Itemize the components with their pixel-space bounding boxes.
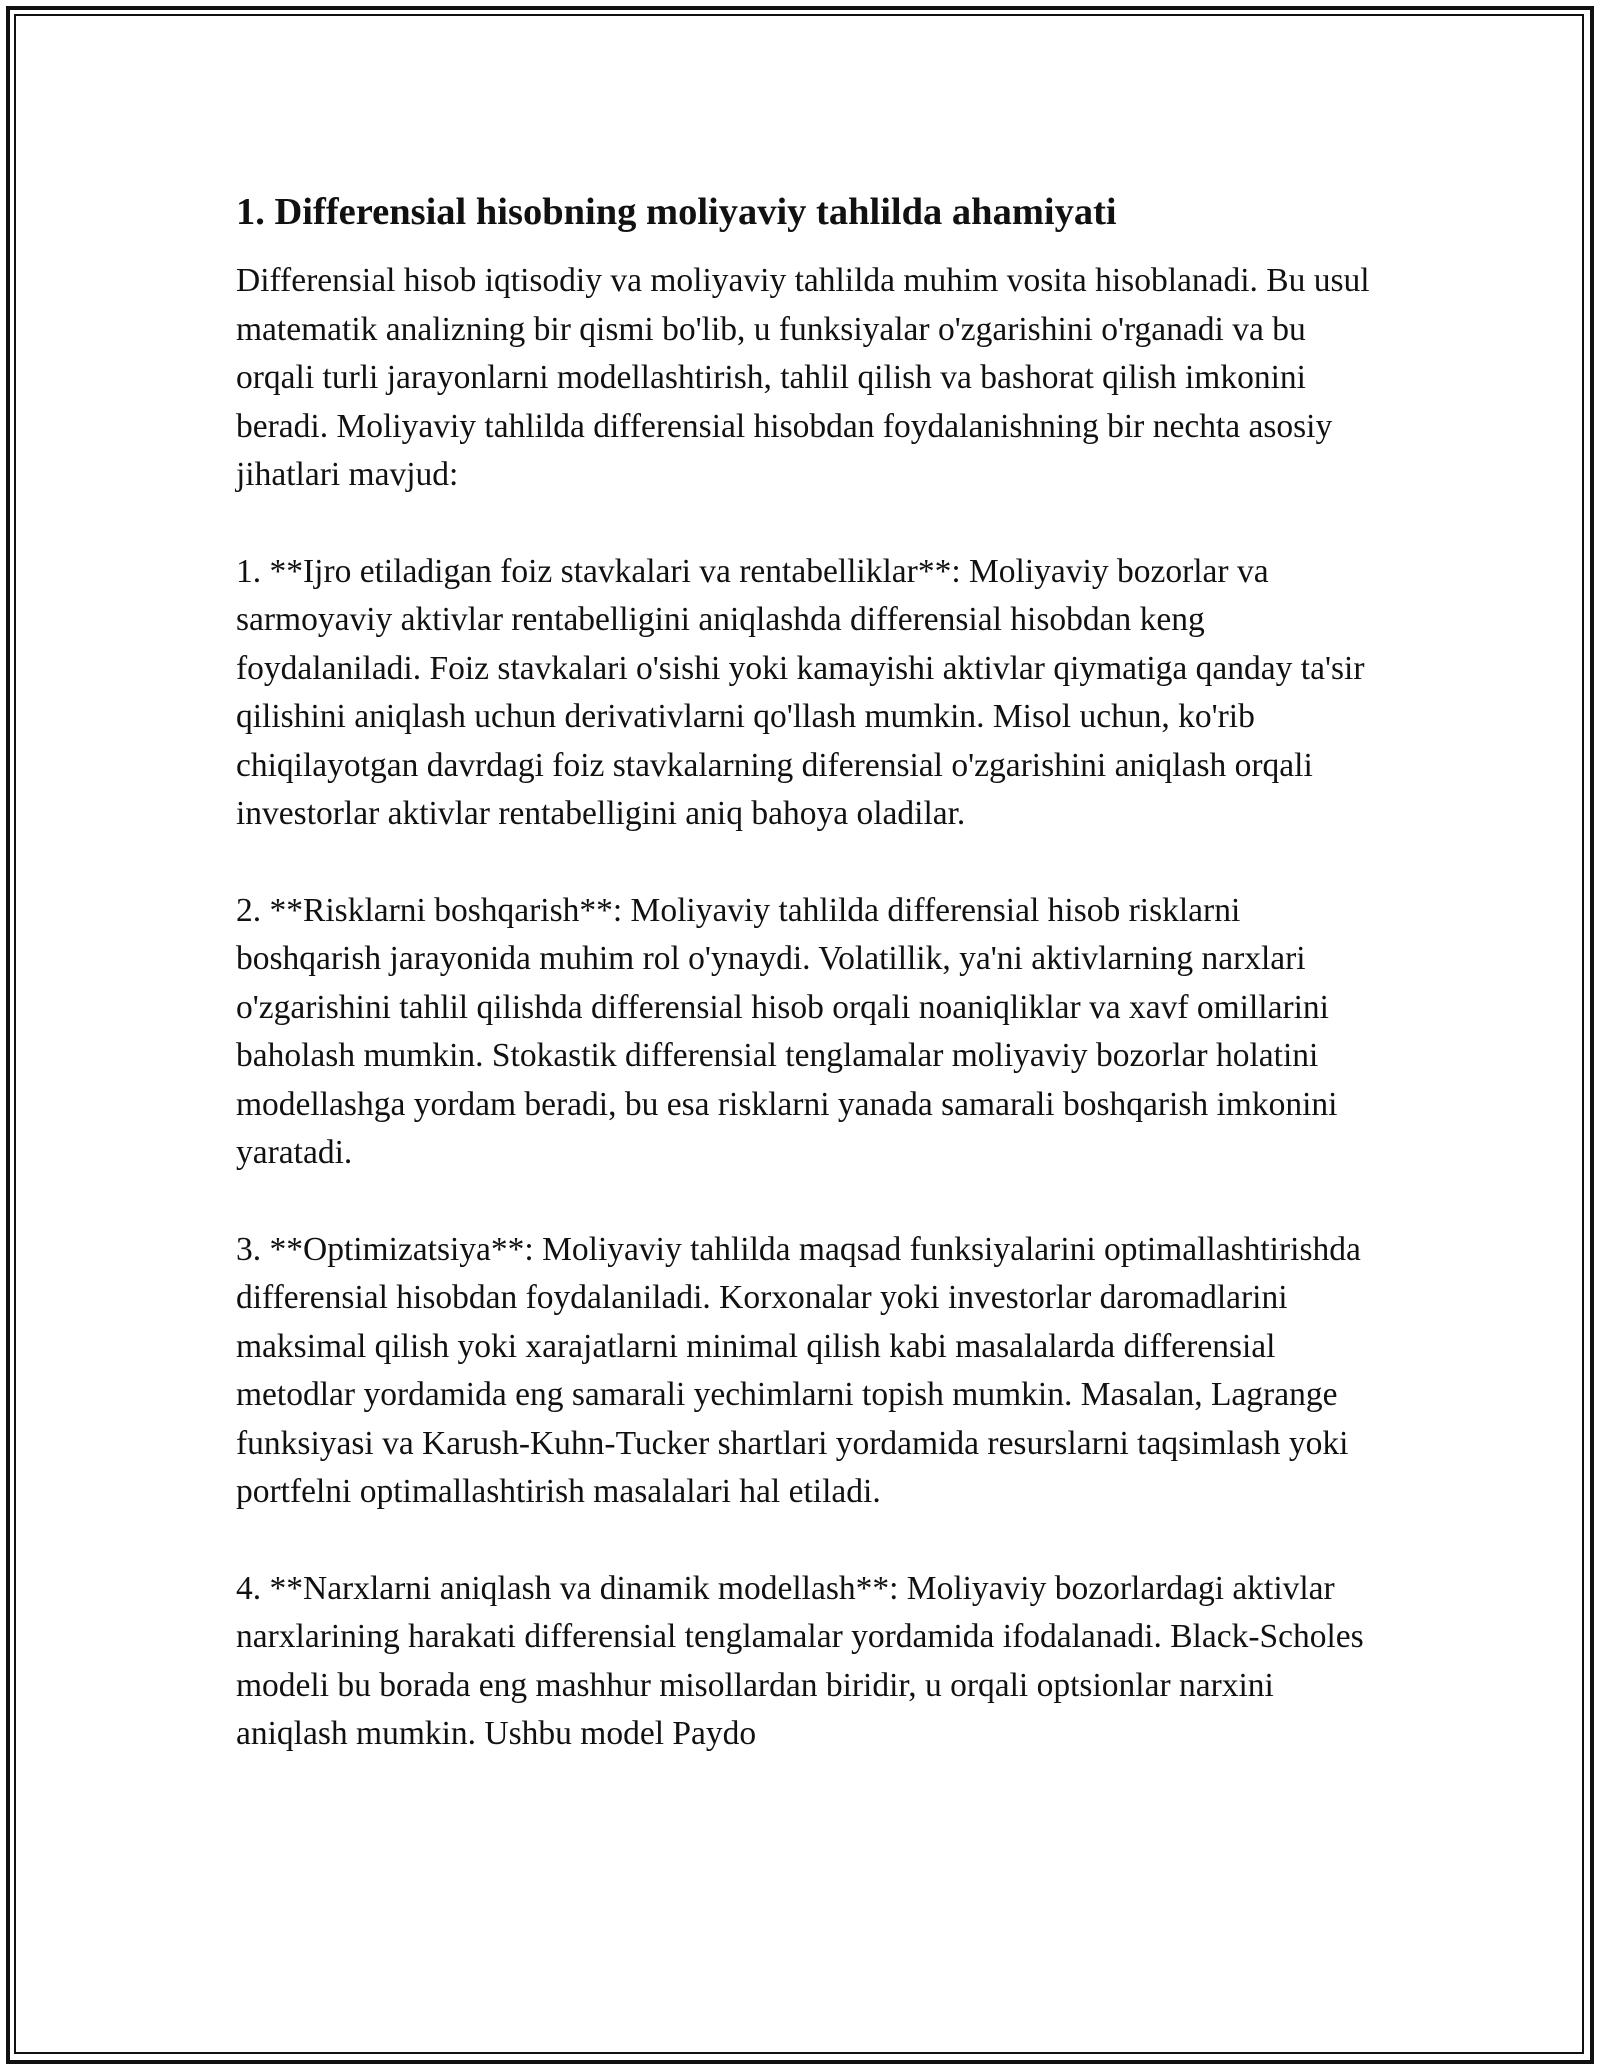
list-item-interest-rates: 1. **Ijro etiladigan foiz stavkalari va rentabelliklar**: Moliyaviy bozorlar va sarmoyaviy aktivlar rentabelligini aniqlashda differensial hisobdan keng foydalaniladi. Foiz stavkalari o'sishi yoki kamayishi aktivlar qiymatiga qanday ta'sir qilishini aniqlash uchun derivativlarni qo'llash mumkin. Misol uchun, ko'rib chiqilayotgan davrdagi foiz stavkalarning diferensial o'zgarishini aniqlash orqali investorlar aktivlar rentabelligini aniq bahoya oladilar. bbox=[236, 552, 1365, 832]
section-heading: 1. Differensial hisobning moliyaviy tahlilda ahamiyati bbox=[236, 191, 1117, 233]
intro-paragraph: Differensial hisob iqtisodiy va moliyaviy tahlilda muhim vosita hisoblanadi. Bu usul matematik analizning bir qismi bo'lib, u funksiyalar o'zgarishini o'rganadi va bu orqali turli jarayonlarni modellashtirish, tahlil qilish va bashorat qilish imkonini beradi. Moliyaviy tahlilda differensial hisobdan foydalanishning bir nechta asosiy jihatlari mavjud: bbox=[236, 262, 1370, 493]
list-item-optimization: 3. **Optimizatsiya**: Moliyaviy tahlilda maqsad funksiyalarini optimallashtirishda differensial hisobdan foydalaniladi. Korxonalar yoki investorlar daromadlarini maksimal qilish yoki xarajatlarni minimal qilish kabi masalalarda differensial metodlar yordamida eng samarali yechimlarni topish mumkin. Masalan, Lagrange funksiyasi va Karush-Kuhn-Tucker shartlari yordamida resurslarni taqsimlash yoki portfelni optimallashtirish masalalari hal etiladi. bbox=[236, 1230, 1361, 1510]
list-item-pricing-modeling: 4. **Narxlarni aniqlash va dinamik modellash**: Moliyaviy bozorlardagi aktivlar narxlarining harakati differensial tenglamalar yordamida ifodalanadi. Black-Scholes modeli bu borada eng mashhur misollardan biridir, u orqali optsionlar narxini aniqlash mumkin. Ushbu model Paydo bbox=[236, 1569, 1364, 1752]
list-item-risk-management: 2. **Risklarni boshqarish**: Moliyaviy tahlilda differensial hisob risklarni boshqarish jarayonida muhim rol o'ynaydi. Volatillik, ya'ni aktivlarning narxlari o'zgarishini tahlil qilishda differensial hisob orqali noaniqliklar va xavf omillarini baholash mumkin. Stokastik differensial tenglamalar moliyaviy bozorlar holatini modellashga yordam beradi, bu esa risklarni yanada samarali boshqarish imkonini yaratadi. bbox=[236, 891, 1338, 1171]
document-body bbox=[236, 186, 1376, 1759]
